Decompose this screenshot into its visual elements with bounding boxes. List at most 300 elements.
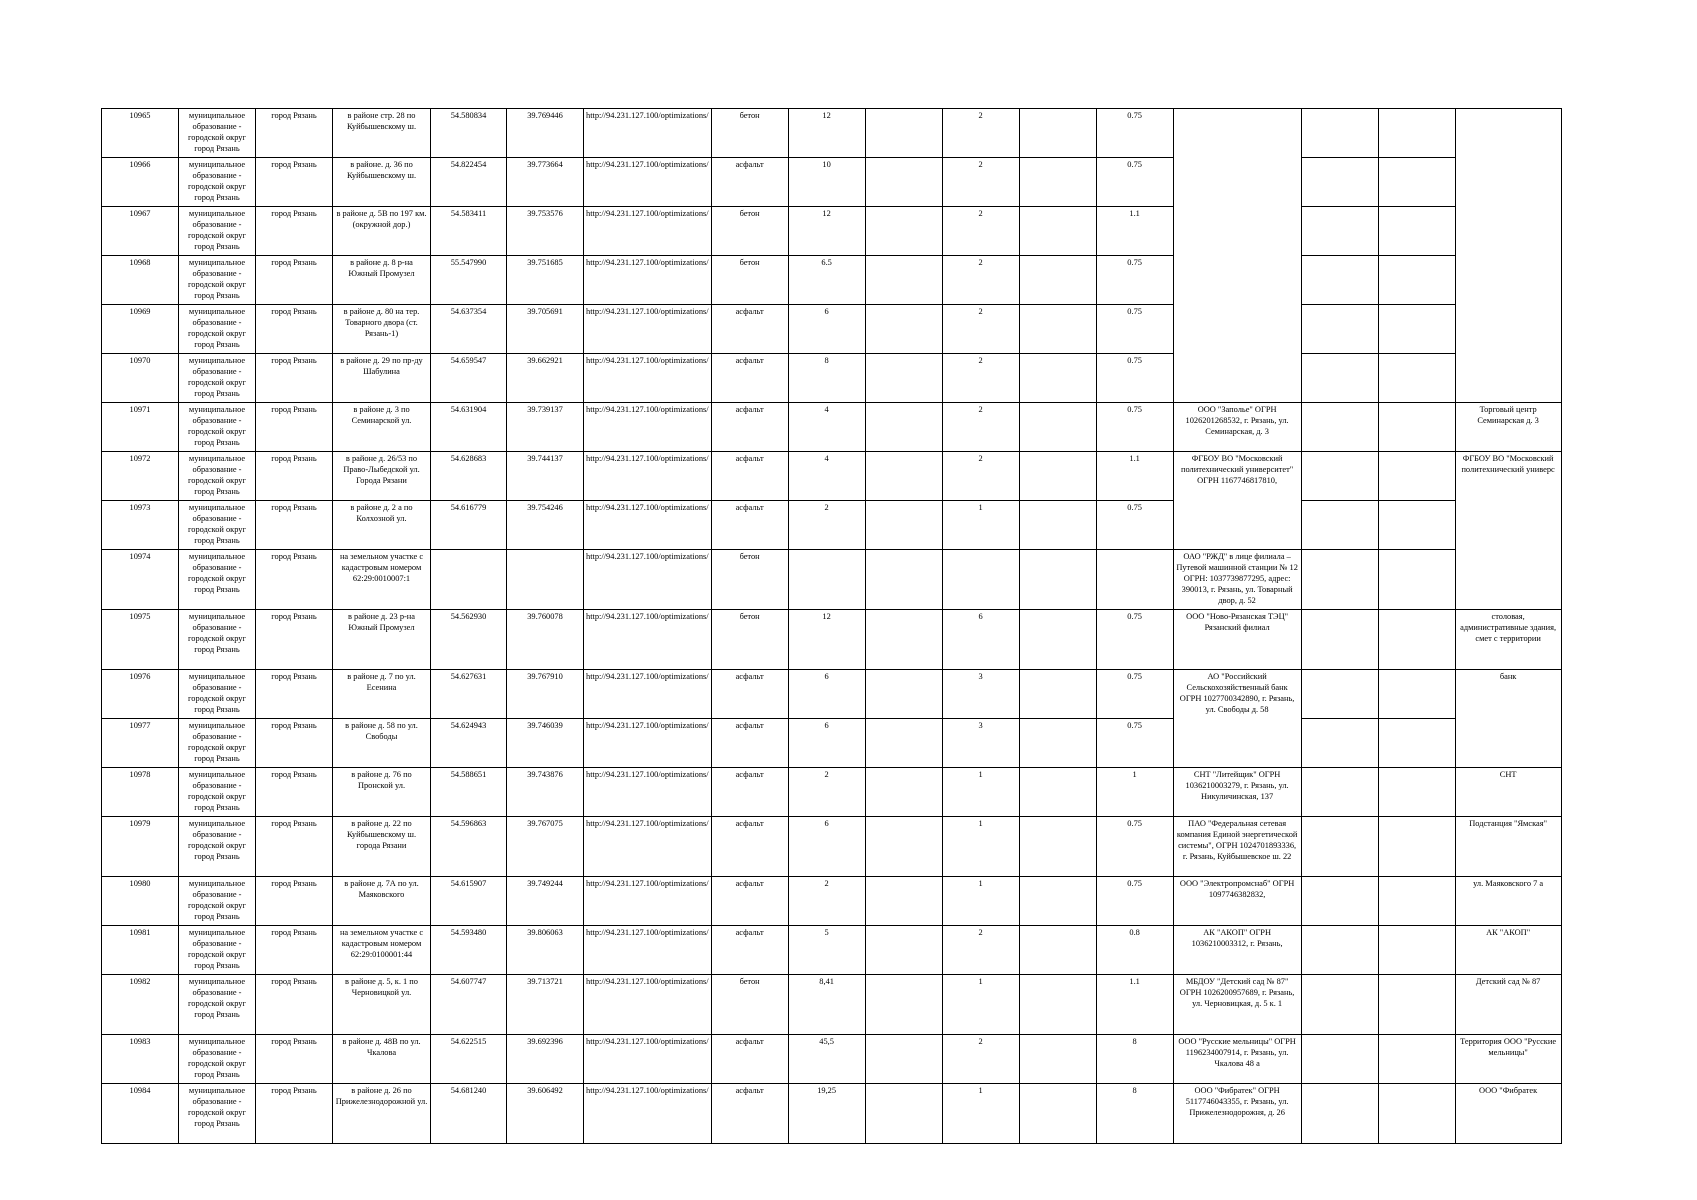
table-row xyxy=(102,817,1562,877)
longitude-cell: 39.744137 xyxy=(507,452,584,501)
surface-cell: асфальт xyxy=(711,926,788,975)
latitude-cell: 54.637354 xyxy=(431,305,507,354)
empty-cell xyxy=(1019,550,1096,610)
address-cell: в районе д. 5В по 197 км. (окружной дор.) xyxy=(333,207,431,256)
longitude-cell: 39.749244 xyxy=(507,877,584,926)
waste-source-cell: Торговый центр Семинарская д. 3 xyxy=(1455,403,1561,452)
link-cell: http://94.231.127.100/optimizations/ xyxy=(584,975,712,1035)
empty-cell xyxy=(865,817,942,877)
link-cell: http://94.231.127.100/optimizations/ xyxy=(584,768,712,817)
container-volume-cell: 0.75 xyxy=(1096,305,1173,354)
address-cell: в районе д. 2 а по Колхозной ул. xyxy=(333,501,431,550)
record-id-cell: 10967 xyxy=(102,207,179,256)
surface-cell: бетон xyxy=(711,207,788,256)
link-cell: http://94.231.127.100/optimizations/ xyxy=(584,354,712,403)
table-row xyxy=(102,610,1562,670)
record-id-cell: 10978 xyxy=(102,768,179,817)
empty-cell xyxy=(1378,1084,1455,1144)
empty-cell xyxy=(1019,501,1096,550)
latitude-cell: 54.822454 xyxy=(431,158,507,207)
empty-cell xyxy=(1301,256,1378,305)
container-count-cell: 2 xyxy=(942,403,1019,452)
city-cell: город Рязань xyxy=(256,719,333,768)
address-cell: в районе д. 22 по Куйбышевскому ш. города Рязани xyxy=(333,817,431,877)
table-row xyxy=(102,207,1562,256)
table-row xyxy=(102,670,1562,719)
empty-cell xyxy=(865,550,942,610)
owner-cell: ООО "Электропромснаб" ОГРН 1097746382832, xyxy=(1173,877,1301,926)
address-cell: на земельном участке с кадастровым номером 62:29:0010007:1 xyxy=(333,550,431,610)
empty-cell xyxy=(865,256,942,305)
latitude-cell: 54.588651 xyxy=(431,768,507,817)
registry-sheet xyxy=(101,108,1562,1144)
container-volume-cell: 1.1 xyxy=(1096,207,1173,256)
table-row xyxy=(102,256,1562,305)
owner-cell: МБДОУ "Детский сад № 87" ОГРН 1026200957689, г. Рязань, ул. Черновицкая, д. 5 к. 1 xyxy=(1173,975,1301,1035)
empty-cell xyxy=(1019,158,1096,207)
table-row xyxy=(102,1035,1562,1084)
empty-cell xyxy=(1301,354,1378,403)
record-id-cell: 10983 xyxy=(102,1035,179,1084)
area-cell: 2 xyxy=(788,501,865,550)
container-count-cell: 3 xyxy=(942,670,1019,719)
container-volume-cell: 0.75 xyxy=(1096,354,1173,403)
municipality-cell: муниципальное образование - городской округ город Рязань xyxy=(179,354,256,403)
empty-cell xyxy=(1378,1035,1455,1084)
owner-cell: АК "АКОП" ОГРН 1036210003312, г. Рязань, xyxy=(1173,926,1301,975)
address-cell: в районе д. 26/53 по Право-Лыбедской ул. Города Рязани xyxy=(333,452,431,501)
area-cell: 12 xyxy=(788,610,865,670)
waste-source-cell: Детский сад № 87 xyxy=(1455,975,1561,1035)
surface-cell: асфальт xyxy=(711,403,788,452)
table-row xyxy=(102,975,1562,1035)
municipality-cell: муниципальное образование - городской округ город Рязань xyxy=(179,501,256,550)
record-id-cell: 10970 xyxy=(102,354,179,403)
address-cell: в районе д. 5, к. 1 по Черновицкой ул. xyxy=(333,975,431,1035)
empty-cell xyxy=(1301,877,1378,926)
empty-cell xyxy=(1019,207,1096,256)
municipality-cell: муниципальное образование - городской округ город Рязань xyxy=(179,610,256,670)
municipality-cell: муниципальное образование - городской округ город Рязань xyxy=(179,550,256,610)
waste-source-cell: банк xyxy=(1455,670,1561,768)
area-cell: 6 xyxy=(788,817,865,877)
municipality-cell: муниципальное образование - городской округ город Рязань xyxy=(179,1035,256,1084)
city-cell: город Рязань xyxy=(256,1084,333,1144)
municipality-cell: муниципальное образование - городской округ город Рязань xyxy=(179,817,256,877)
city-cell: город Рязань xyxy=(256,158,333,207)
longitude-cell: 39.753576 xyxy=(507,207,584,256)
empty-cell xyxy=(865,877,942,926)
empty-cell xyxy=(1301,1084,1378,1144)
empty-cell xyxy=(1019,719,1096,768)
empty-cell xyxy=(1301,926,1378,975)
empty-cell xyxy=(865,768,942,817)
record-id-cell: 10974 xyxy=(102,550,179,610)
city-cell: город Рязань xyxy=(256,550,333,610)
surface-cell: асфальт xyxy=(711,1084,788,1144)
waste-source-cell: Территория ООО "Русские мельницы" xyxy=(1455,1035,1561,1084)
empty-cell xyxy=(1019,403,1096,452)
latitude-cell: 54.628683 xyxy=(431,452,507,501)
surface-cell: асфальт xyxy=(711,877,788,926)
longitude-cell: 39.713721 xyxy=(507,975,584,1035)
link-cell: http://94.231.127.100/optimizations/ xyxy=(584,501,712,550)
container-count-cell: 1 xyxy=(942,501,1019,550)
waste-source-cell: ул. Маяковского 7 а xyxy=(1455,877,1561,926)
container-volume-cell: 8 xyxy=(1096,1084,1173,1144)
empty-cell xyxy=(865,1084,942,1144)
table-row xyxy=(102,452,1562,501)
empty-cell xyxy=(865,501,942,550)
empty-cell xyxy=(1301,158,1378,207)
table-row xyxy=(102,501,1562,550)
table-row xyxy=(102,305,1562,354)
container-volume-cell: 0.75 xyxy=(1096,109,1173,158)
empty-cell xyxy=(1301,305,1378,354)
latitude-cell xyxy=(431,550,507,610)
area-cell: 12 xyxy=(788,207,865,256)
empty-cell xyxy=(1378,452,1455,501)
container-count-cell: 2 xyxy=(942,109,1019,158)
empty-cell xyxy=(1301,1035,1378,1084)
record-id-cell: 10979 xyxy=(102,817,179,877)
container-count-cell: 1 xyxy=(942,877,1019,926)
area-cell: 2 xyxy=(788,768,865,817)
municipality-cell: муниципальное образование - городской округ город Рязань xyxy=(179,207,256,256)
empty-cell xyxy=(1019,1035,1096,1084)
latitude-cell: 54.593480 xyxy=(431,926,507,975)
empty-cell xyxy=(865,610,942,670)
empty-cell xyxy=(1019,610,1096,670)
city-cell: город Рязань xyxy=(256,256,333,305)
area-cell: 6.5 xyxy=(788,256,865,305)
container-volume-cell: 0.75 xyxy=(1096,719,1173,768)
municipality-cell: муниципальное образование - городской округ город Рязань xyxy=(179,109,256,158)
empty-cell xyxy=(865,975,942,1035)
owner-cell: ОАО "РЖД" в лице филиала – Путевой машинной станции № 12 ОГРН: 1037739877295, адрес: 390013, г. Рязань, ул. Товарный двор, д. 52 xyxy=(1173,550,1301,610)
longitude-cell xyxy=(507,550,584,610)
empty-cell xyxy=(1019,768,1096,817)
container-volume-cell: 0.75 xyxy=(1096,501,1173,550)
address-cell: в районе д. 23 р-на Южный Промузел xyxy=(333,610,431,670)
surface-cell: асфальт xyxy=(711,768,788,817)
empty-cell xyxy=(865,109,942,158)
owner-cell: ФГБОУ ВО "Московский политехнический университет" ОГРН 1167746817810, xyxy=(1173,452,1301,550)
empty-cell xyxy=(1301,403,1378,452)
city-cell: город Рязань xyxy=(256,501,333,550)
empty-cell xyxy=(1378,719,1455,768)
empty-cell xyxy=(865,670,942,719)
surface-cell: асфальт xyxy=(711,501,788,550)
city-cell: город Рязань xyxy=(256,926,333,975)
container-volume-cell: 1.1 xyxy=(1096,452,1173,501)
city-cell: город Рязань xyxy=(256,670,333,719)
address-cell: в районе д. 7А по ул. Маяковского xyxy=(333,877,431,926)
empty-cell xyxy=(1378,354,1455,403)
city-cell: город Рязань xyxy=(256,305,333,354)
empty-cell xyxy=(1378,207,1455,256)
longitude-cell: 39.769446 xyxy=(507,109,584,158)
latitude-cell: 54.580834 xyxy=(431,109,507,158)
record-id-cell: 10981 xyxy=(102,926,179,975)
empty-cell xyxy=(865,403,942,452)
empty-cell xyxy=(1378,610,1455,670)
container-volume-cell: 0.75 xyxy=(1096,670,1173,719)
record-id-cell: 10972 xyxy=(102,452,179,501)
record-id-cell: 10975 xyxy=(102,610,179,670)
empty-cell xyxy=(1301,768,1378,817)
link-cell: http://94.231.127.100/optimizations/ xyxy=(584,877,712,926)
longitude-cell: 39.743876 xyxy=(507,768,584,817)
waste-source-cell: АК "АКОП" xyxy=(1455,926,1561,975)
container-count-cell: 2 xyxy=(942,207,1019,256)
address-cell: в районе д. 3 по Семинарской ул. xyxy=(333,403,431,452)
surface-cell: асфальт xyxy=(711,1035,788,1084)
empty-cell xyxy=(865,452,942,501)
city-cell: город Рязань xyxy=(256,975,333,1035)
empty-cell xyxy=(1378,403,1455,452)
record-id-cell: 10969 xyxy=(102,305,179,354)
owner-cell xyxy=(1173,109,1301,403)
owner-cell: ООО "Фибратек" ОГРН 5117746043355, г. Рязань, ул. Прижелезнодорожня, д. 26 xyxy=(1173,1084,1301,1144)
owner-cell: ООО "Русские мельницы" ОГРН 1196234007914, г. Рязань, ул. Чкалова 48 а xyxy=(1173,1035,1301,1084)
container-count-cell: 1 xyxy=(942,817,1019,877)
record-id-cell: 10965 xyxy=(102,109,179,158)
area-cell: 8 xyxy=(788,354,865,403)
municipality-cell: муниципальное образование - городской округ город Рязань xyxy=(179,719,256,768)
area-cell: 4 xyxy=(788,403,865,452)
address-cell: в районе д. 48В по ул. Чкалова xyxy=(333,1035,431,1084)
record-id-cell: 10980 xyxy=(102,877,179,926)
area-cell: 6 xyxy=(788,670,865,719)
container-count-cell: 1 xyxy=(942,975,1019,1035)
city-cell: город Рязань xyxy=(256,207,333,256)
empty-cell xyxy=(1378,109,1455,158)
address-cell: в районе д. 58 по ул. Свободы xyxy=(333,719,431,768)
longitude-cell: 39.606492 xyxy=(507,1084,584,1144)
table-row xyxy=(102,926,1562,975)
empty-cell xyxy=(1019,926,1096,975)
container-count-cell: 2 xyxy=(942,256,1019,305)
empty-cell xyxy=(865,354,942,403)
latitude-cell: 54.631904 xyxy=(431,403,507,452)
address-cell: в районе д. 76 по Пронской ул. xyxy=(333,768,431,817)
empty-cell xyxy=(1378,305,1455,354)
city-cell: город Рязань xyxy=(256,452,333,501)
city-cell: город Рязань xyxy=(256,354,333,403)
longitude-cell: 39.662921 xyxy=(507,354,584,403)
empty-cell xyxy=(1378,975,1455,1035)
latitude-cell: 54.681240 xyxy=(431,1084,507,1144)
empty-cell xyxy=(1378,768,1455,817)
address-cell: в районе д. 8 р-на Южный Промузел xyxy=(333,256,431,305)
longitude-cell: 39.692396 xyxy=(507,1035,584,1084)
area-cell: 8,41 xyxy=(788,975,865,1035)
container-count-cell: 2 xyxy=(942,305,1019,354)
table-row xyxy=(102,719,1562,768)
surface-cell: асфальт xyxy=(711,354,788,403)
address-cell: на земельном участке с кадастровым номером 62:29:0100001:44 xyxy=(333,926,431,975)
record-id-cell: 10973 xyxy=(102,501,179,550)
table-row xyxy=(102,877,1562,926)
empty-cell xyxy=(1301,207,1378,256)
record-id-cell: 10982 xyxy=(102,975,179,1035)
container-volume-cell: 8 xyxy=(1096,1035,1173,1084)
latitude-cell: 54.659547 xyxy=(431,354,507,403)
link-cell: http://94.231.127.100/optimizations/ xyxy=(584,158,712,207)
address-cell: в районе. д. 36 по Куйбышевскому ш. xyxy=(333,158,431,207)
owner-cell: ООО "Заполье" ОГРН 1026201268532, г. Рязань, ул. Семинарская, д. 3 xyxy=(1173,403,1301,452)
waste-source-cell xyxy=(1455,109,1561,403)
address-cell: в районе д. 80 на тер. Товарного двора (ст. Рязань-1) xyxy=(333,305,431,354)
empty-cell xyxy=(865,719,942,768)
link-cell: http://94.231.127.100/optimizations/ xyxy=(584,207,712,256)
link-cell: http://94.231.127.100/optimizations/ xyxy=(584,109,712,158)
area-cell: 12 xyxy=(788,109,865,158)
address-cell: в районе д. 26 по Прижелезнодорожной ул. xyxy=(333,1084,431,1144)
record-id-cell: 10968 xyxy=(102,256,179,305)
table-row xyxy=(102,550,1562,610)
link-cell: http://94.231.127.100/optimizations/ xyxy=(584,256,712,305)
surface-cell: асфальт xyxy=(711,305,788,354)
empty-cell xyxy=(1019,256,1096,305)
waste-source-cell: ООО "Фибратек xyxy=(1455,1084,1561,1144)
area-cell: 19,25 xyxy=(788,1084,865,1144)
surface-cell: бетон xyxy=(711,975,788,1035)
waste-source-cell: Подстанция "Ямская" xyxy=(1455,817,1561,877)
longitude-cell: 39.767075 xyxy=(507,817,584,877)
surface-cell: асфальт xyxy=(711,158,788,207)
empty-cell xyxy=(865,207,942,256)
empty-cell xyxy=(1378,670,1455,719)
table-row xyxy=(102,354,1562,403)
container-volume-cell: 0.75 xyxy=(1096,610,1173,670)
empty-cell xyxy=(1301,610,1378,670)
empty-cell xyxy=(865,158,942,207)
empty-cell xyxy=(1301,452,1378,501)
link-cell: http://94.231.127.100/optimizations/ xyxy=(584,452,712,501)
longitude-cell: 39.754246 xyxy=(507,501,584,550)
surface-cell: асфальт xyxy=(711,719,788,768)
container-count-cell: 1 xyxy=(942,768,1019,817)
empty-cell xyxy=(1019,975,1096,1035)
latitude-cell: 54.624943 xyxy=(431,719,507,768)
container-count-cell: 2 xyxy=(942,1035,1019,1084)
surface-cell: бетон xyxy=(711,109,788,158)
container-count-cell: 1 xyxy=(942,1084,1019,1144)
municipality-cell: муниципальное образование - городской округ город Рязань xyxy=(179,768,256,817)
municipality-cell: муниципальное образование - городской округ город Рязань xyxy=(179,158,256,207)
surface-cell: бетон xyxy=(711,550,788,610)
link-cell: http://94.231.127.100/optimizations/ xyxy=(584,719,712,768)
table-row xyxy=(102,403,1562,452)
address-cell: в районе д. 7 по ул. Есенина xyxy=(333,670,431,719)
empty-cell xyxy=(1301,719,1378,768)
latitude-cell: 55.547990 xyxy=(431,256,507,305)
owner-cell: СНТ "Литейщик" ОГРН 1036210003279, г. Рязань, ул. Никуличинская, 137 xyxy=(1173,768,1301,817)
city-cell: город Рязань xyxy=(256,403,333,452)
empty-cell xyxy=(1301,109,1378,158)
table-row xyxy=(102,768,1562,817)
surface-cell: бетон xyxy=(711,610,788,670)
record-id-cell: 10966 xyxy=(102,158,179,207)
city-cell: город Рязань xyxy=(256,768,333,817)
empty-cell xyxy=(1019,305,1096,354)
longitude-cell: 39.739137 xyxy=(507,403,584,452)
area-cell: 5 xyxy=(788,926,865,975)
city-cell: город Рязань xyxy=(256,610,333,670)
container-count-cell: 6 xyxy=(942,610,1019,670)
city-cell: город Рязань xyxy=(256,109,333,158)
longitude-cell: 39.751685 xyxy=(507,256,584,305)
empty-cell xyxy=(1378,501,1455,550)
container-count-cell xyxy=(942,550,1019,610)
link-cell: http://94.231.127.100/optimizations/ xyxy=(584,670,712,719)
empty-cell xyxy=(1019,354,1096,403)
table-body xyxy=(102,109,1562,1144)
municipality-cell: муниципальное образование - городской округ город Рязань xyxy=(179,926,256,975)
area-cell: 6 xyxy=(788,305,865,354)
area-cell: 2 xyxy=(788,877,865,926)
latitude-cell: 54.596863 xyxy=(431,817,507,877)
empty-cell xyxy=(1301,501,1378,550)
address-cell: в районе стр. 28 по Куйбышевскому ш. xyxy=(333,109,431,158)
container-volume-cell xyxy=(1096,550,1173,610)
empty-cell xyxy=(1301,550,1378,610)
area-cell: 10 xyxy=(788,158,865,207)
area-cell xyxy=(788,550,865,610)
table-row xyxy=(102,109,1562,158)
municipality-cell: муниципальное образование - городской округ город Рязань xyxy=(179,877,256,926)
empty-cell xyxy=(1019,452,1096,501)
link-cell: http://94.231.127.100/optimizations/ xyxy=(584,550,712,610)
container-volume-cell: 1.1 xyxy=(1096,975,1173,1035)
area-cell: 6 xyxy=(788,719,865,768)
container-count-cell: 2 xyxy=(942,158,1019,207)
owner-cell: АО "Российский Сельскохозяйственный банк ОГРН 1027700342890, г. Рязань, ул. Свободы д. 58 xyxy=(1173,670,1301,768)
owner-cell: ООО "Ново-Рязанская ТЭЦ" Рязанский филиал xyxy=(1173,610,1301,670)
empty-cell xyxy=(1019,877,1096,926)
link-cell: http://94.231.127.100/optimizations/ xyxy=(584,305,712,354)
latitude-cell: 54.607747 xyxy=(431,975,507,1035)
surface-cell: асфальт xyxy=(711,817,788,877)
latitude-cell: 54.616779 xyxy=(431,501,507,550)
municipality-cell: муниципальное образование - городской округ город Рязань xyxy=(179,975,256,1035)
municipality-cell: муниципальное образование - городской округ город Рязань xyxy=(179,670,256,719)
longitude-cell: 39.705691 xyxy=(507,305,584,354)
empty-cell xyxy=(1378,550,1455,610)
latitude-cell: 54.627631 xyxy=(431,670,507,719)
surface-cell: асфальт xyxy=(711,670,788,719)
container-volume-cell: 0.8 xyxy=(1096,926,1173,975)
latitude-cell: 54.562930 xyxy=(431,610,507,670)
empty-cell xyxy=(1301,670,1378,719)
empty-cell xyxy=(1019,670,1096,719)
empty-cell xyxy=(1378,877,1455,926)
empty-cell xyxy=(1378,817,1455,877)
container-volume-cell: 0.75 xyxy=(1096,403,1173,452)
waste-sites-table xyxy=(101,108,1562,1144)
city-cell: город Рязань xyxy=(256,1035,333,1084)
container-volume-cell: 0.75 xyxy=(1096,817,1173,877)
longitude-cell: 39.767910 xyxy=(507,670,584,719)
empty-cell xyxy=(1019,817,1096,877)
longitude-cell: 39.806063 xyxy=(507,926,584,975)
record-id-cell: 10977 xyxy=(102,719,179,768)
empty-cell xyxy=(1378,158,1455,207)
waste-source-cell: столовая, административные здания, смет с территории xyxy=(1455,610,1561,670)
latitude-cell: 54.622515 xyxy=(431,1035,507,1084)
